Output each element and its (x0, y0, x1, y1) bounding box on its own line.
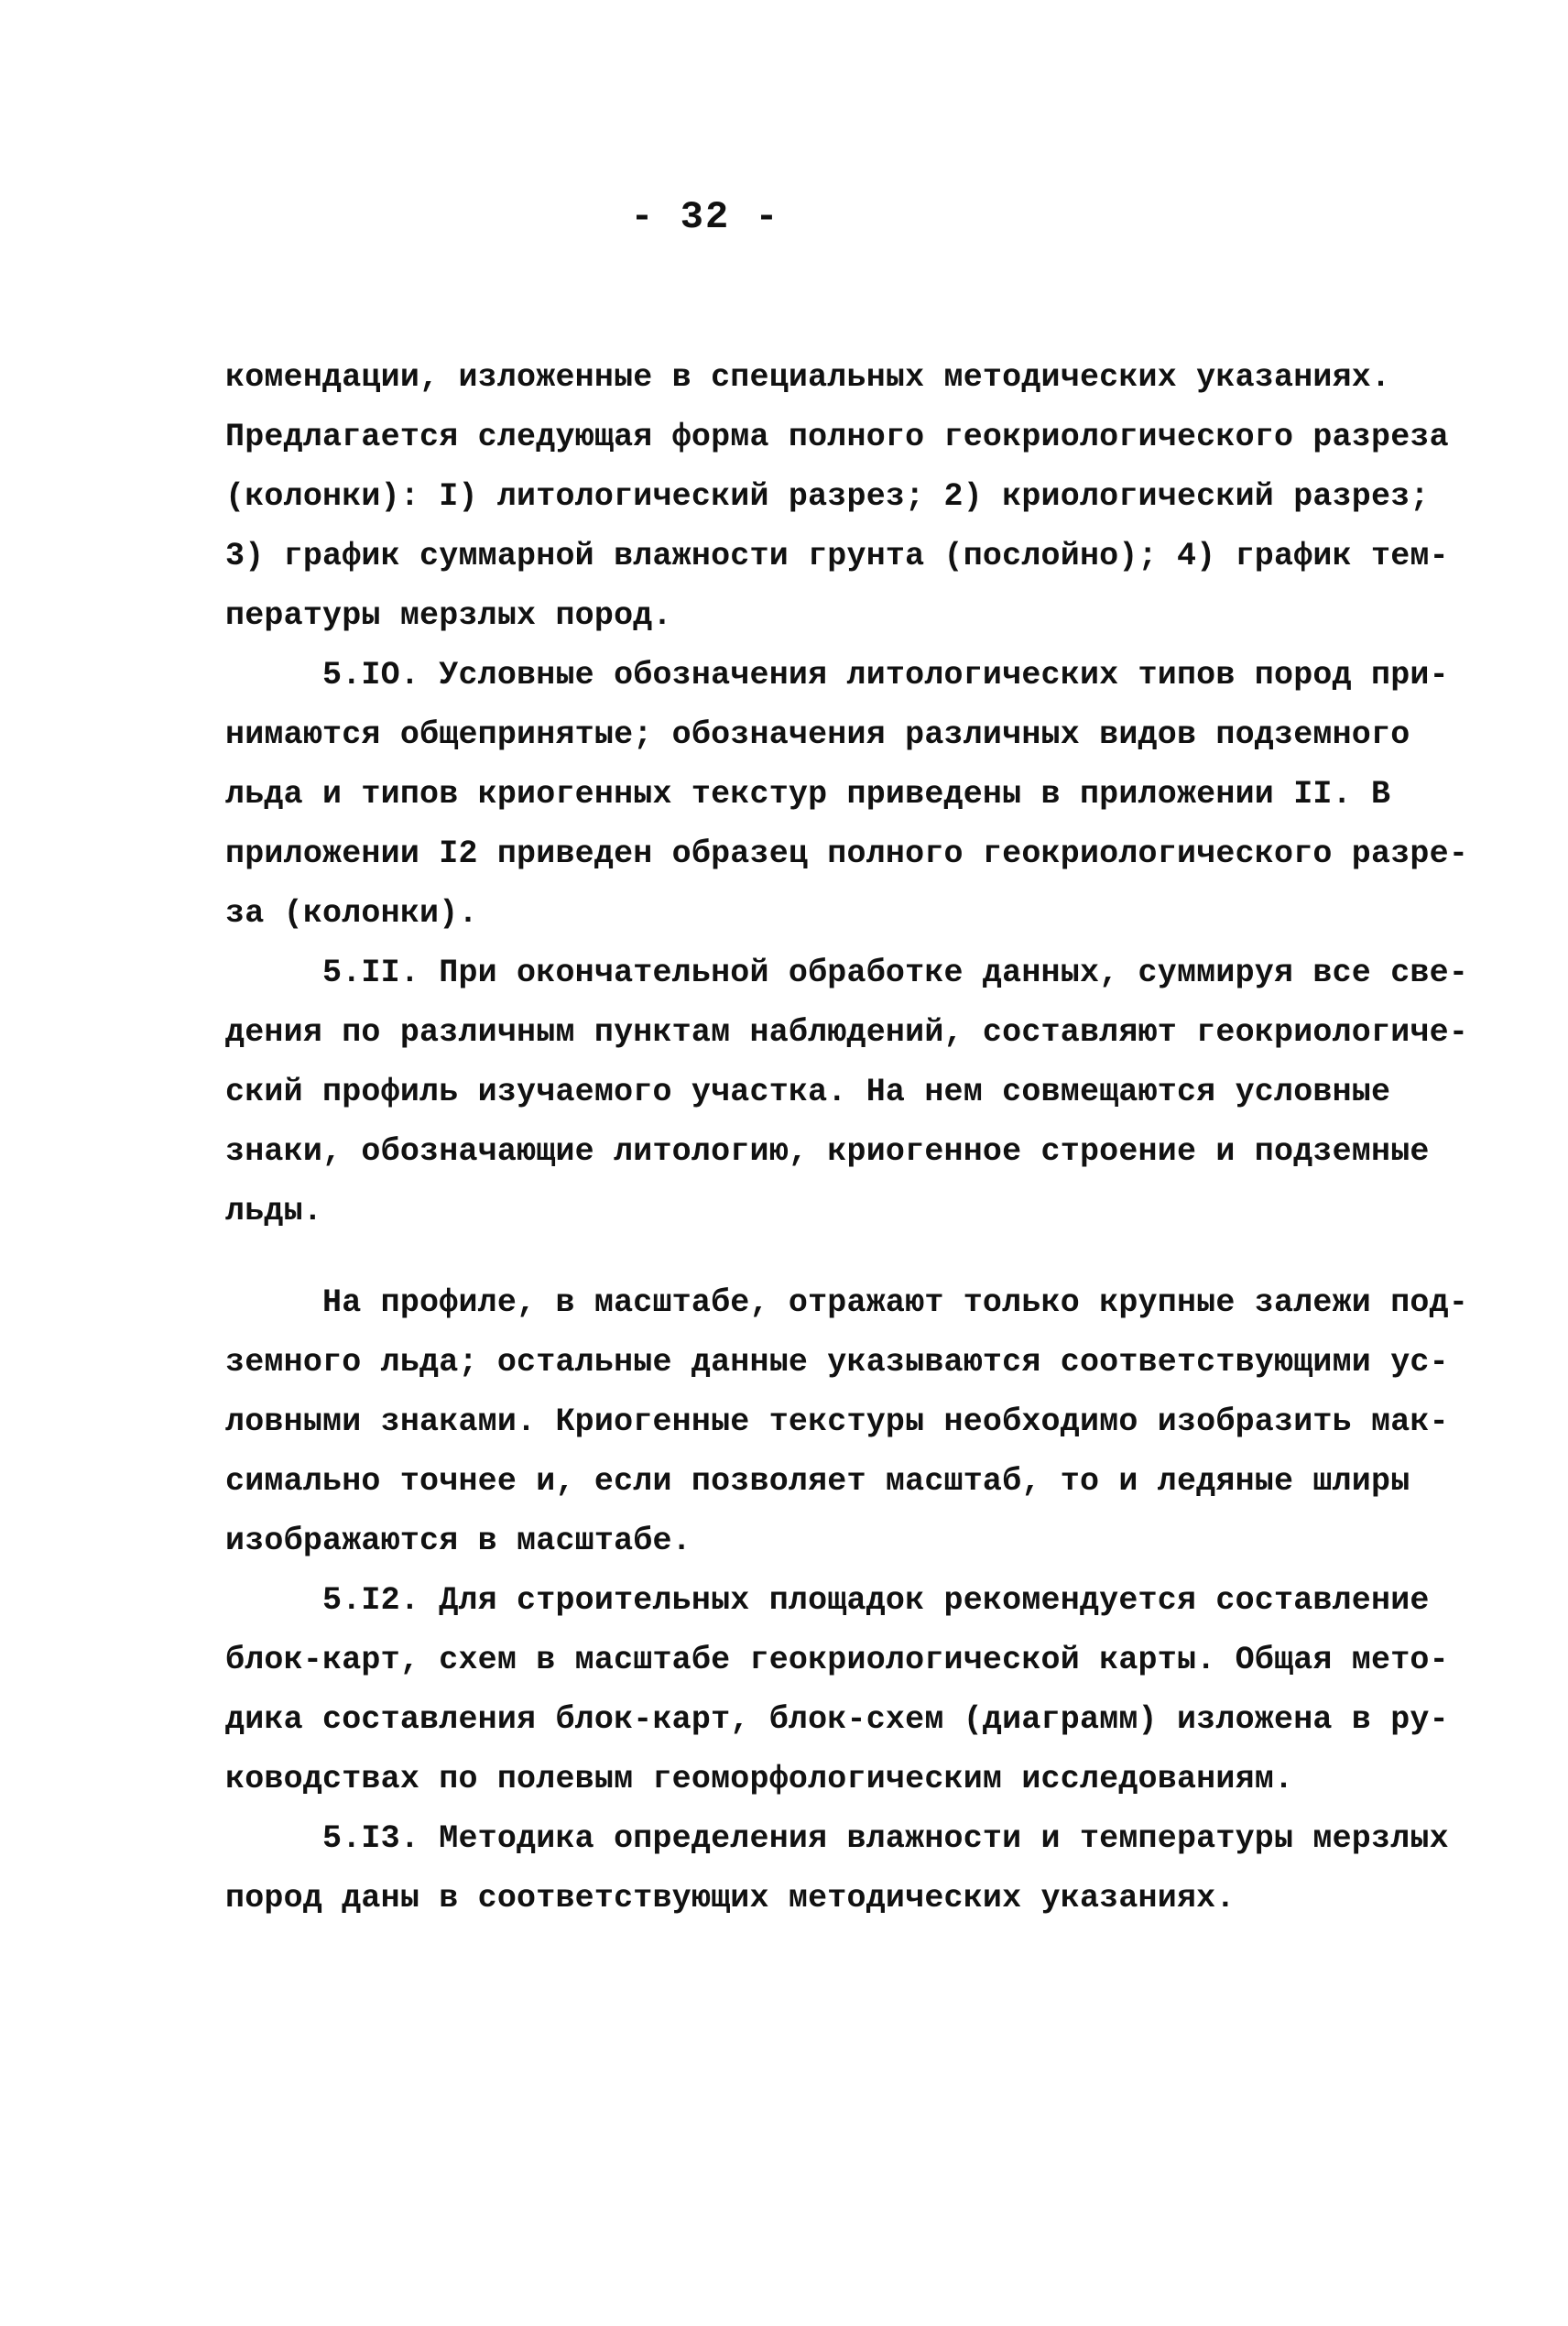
text-line: ководствах по полевым геоморфологическим исследованиям. (225, 1761, 1294, 1797)
text-line: На профиле, в масштабе, отражают только крупные залежи под- (225, 1284, 1469, 1321)
text-line: льда и типов криогенных текстур приведены в приложении II. В (225, 776, 1391, 813)
text-line: приложении I2 приведен образец полного геокриологического разре- (225, 835, 1469, 872)
text-line: изображаются в масштабе. (225, 1523, 691, 1559)
page-number: - 32 - (630, 195, 780, 239)
text-line: 5.I3. Методика определения влажности и температуры мерзлых (225, 1820, 1449, 1857)
text-line: ловными знаками. Криогенные текстуры необходимо изобразить мак- (225, 1403, 1449, 1440)
text-line: 5.II. При окончательной обработке данных, суммируя все све- (225, 955, 1469, 991)
text-line: симально точнее и, если позволяет масштаб, то и ледяные шлиры (225, 1463, 1410, 1500)
text-line: земного льда; остальные данные указываются соответствующими ус- (225, 1344, 1449, 1381)
text-line: дения по различным пунктам наблюдений, составляют геокриологиче- (225, 1014, 1469, 1051)
paragraph-gap (225, 1241, 1416, 1273)
text-line: блок-карт, схем в масштабе геокриологической карты. Общая мето- (225, 1642, 1449, 1678)
text-line: знаки, обозначающие литологию, криогенное строение и подземные (225, 1133, 1430, 1170)
text-line: Предлагается следующая форма полного геокриологического разреза (225, 419, 1449, 455)
text-line: 3) график суммарной влажности грунта (послойно); 4) график тем- (225, 538, 1449, 574)
text-line: льды. (225, 1193, 323, 1229)
text-line: 5.I2. Для строительных площадок рекомендуется составление (225, 1582, 1430, 1619)
text-line: пературы мерзлых пород. (225, 597, 672, 634)
text-line: за (колонки). (225, 895, 478, 932)
text-line: ский профиль изучаемого участка. На нем совмещаются условные (225, 1074, 1391, 1110)
text-line: комендации, изложенные в специальных методических указаниях. (225, 359, 1391, 396)
text-line: дика составления блок-карт, блок-схем (диаграмм) изложена в ру- (225, 1701, 1449, 1738)
text-line: (колонки): I) литологический разрез; 2) криологический разрез; (225, 478, 1430, 515)
text-line: нимаются общепринятые; обозначения различных видов подземного (225, 716, 1410, 753)
text-line: пород даны в соответствующих методических указаниях. (225, 1880, 1236, 1916)
text-line: 5.IO. Условные обозначения литологических типов пород при- (225, 657, 1449, 693)
body-text (225, 348, 1469, 1928)
